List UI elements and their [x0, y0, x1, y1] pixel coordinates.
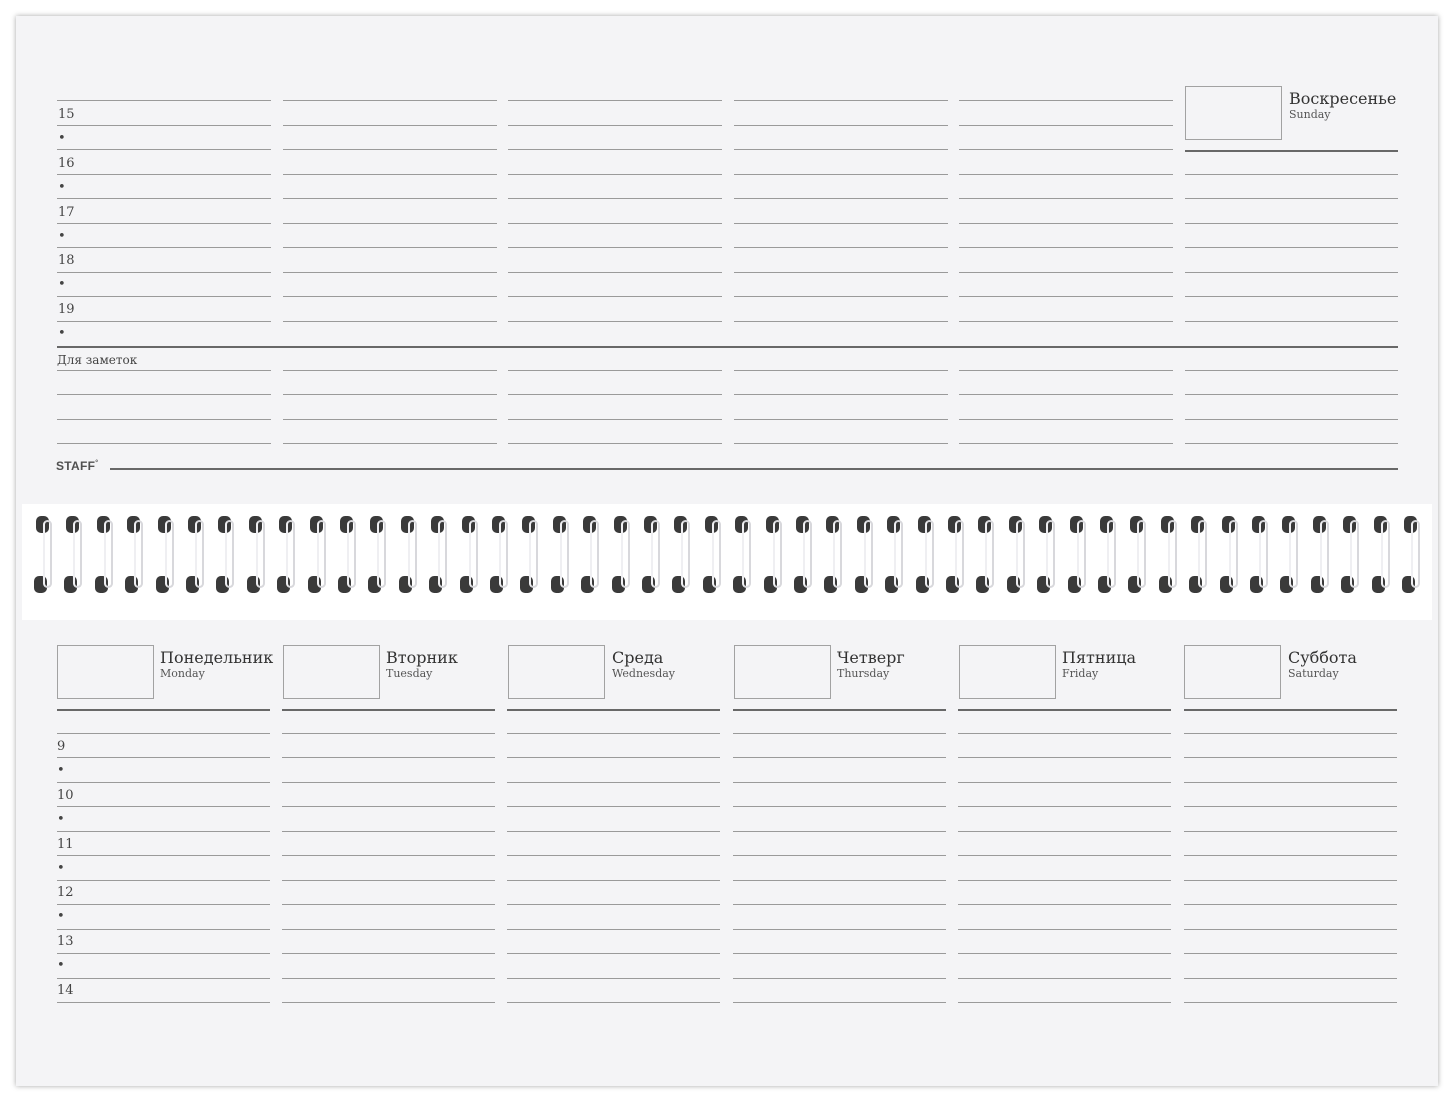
saturday-date-box[interactable] [1184, 645, 1281, 699]
spiral-wire-loop [651, 520, 660, 588]
wednesday-date-box[interactable] [508, 645, 605, 699]
spiral-wire-loop [286, 520, 295, 588]
schedule-line [734, 149, 948, 150]
spiral-wire-loop [955, 520, 964, 588]
schedule-line [958, 880, 1171, 881]
day-header-rule [958, 709, 1171, 711]
spiral-wire-loop [833, 520, 842, 588]
schedule-line [507, 904, 720, 905]
day-name-tuesday: Вторник [386, 648, 458, 667]
schedule-line [282, 757, 495, 758]
day-name-wednesday: Среда [612, 648, 664, 667]
hour-label: 12 [57, 885, 74, 900]
schedule-line [283, 272, 497, 273]
schedule-line [57, 149, 271, 150]
schedule-line [733, 782, 946, 783]
schedule-line [282, 880, 495, 881]
schedule-line [733, 1002, 946, 1003]
spiral-wire-loop [408, 520, 417, 588]
schedule-line [733, 831, 946, 832]
sunday-date-box[interactable] [1185, 86, 1282, 140]
spiral-wire-loop [165, 520, 174, 588]
schedule-line [1184, 880, 1397, 881]
schedule-line [959, 149, 1173, 150]
notes-line [283, 443, 497, 444]
spiral-wire-loop [1229, 520, 1238, 588]
day-header-rule [733, 709, 946, 711]
notes-line [508, 419, 722, 420]
schedule-line [283, 100, 497, 101]
day-name-saturday: Суббота [1288, 648, 1357, 667]
schedule-line [1185, 223, 1398, 224]
schedule-line [282, 929, 495, 930]
half-hour-dot: • [58, 277, 66, 292]
day-sub-monday: Monday [160, 667, 205, 680]
schedule-line [57, 880, 270, 881]
schedule-line [57, 272, 271, 273]
notes-line [508, 370, 722, 371]
schedule-line [507, 929, 720, 930]
schedule-line [958, 757, 1171, 758]
schedule-line [959, 125, 1173, 126]
hour-label: 17 [58, 205, 75, 220]
schedule-line [959, 247, 1173, 248]
schedule-line [57, 174, 271, 175]
spiral-wire-loop [499, 520, 508, 588]
hour-label: 10 [57, 788, 74, 803]
brand-mark: ° [95, 460, 99, 467]
notes-line [1185, 443, 1398, 444]
notes-line [283, 370, 497, 371]
hour-label: 16 [58, 156, 75, 171]
spiral-wire-loop [225, 520, 234, 588]
schedule-line [507, 806, 720, 807]
schedule-line [57, 733, 270, 734]
schedule-line [1184, 855, 1397, 856]
notes-line [959, 394, 1173, 395]
spiral-wire-loop [134, 520, 143, 588]
schedule-line [507, 1002, 720, 1003]
hour-label: 18 [58, 253, 75, 268]
schedule-line [958, 929, 1171, 930]
schedule-line [57, 782, 270, 783]
schedule-line [1184, 1002, 1397, 1003]
spiral-wire-loop [894, 520, 903, 588]
notes-line [734, 419, 948, 420]
schedule-line [283, 149, 497, 150]
schedule-line [958, 978, 1171, 979]
hour-label: 15 [58, 107, 75, 122]
spiral-wire-loop [256, 520, 265, 588]
day-name-friday: Пятница [1062, 648, 1137, 667]
schedule-line [1184, 782, 1397, 783]
day-sub-wednesday: Wednesday [612, 667, 676, 680]
schedule-line [1185, 247, 1398, 248]
schedule-line [57, 223, 271, 224]
schedule-line [507, 831, 720, 832]
spiral-wire-loop [1077, 520, 1086, 588]
schedule-line [507, 953, 720, 954]
schedule-line [282, 831, 495, 832]
spiral-wire-loop [1289, 520, 1298, 588]
schedule-line [734, 321, 948, 322]
spiral-wire-loop [1168, 520, 1177, 588]
schedule-line [283, 321, 497, 322]
hour-label: 13 [57, 934, 74, 949]
schedule-line [1185, 321, 1398, 322]
monday-date-box[interactable] [57, 645, 154, 699]
schedule-line [958, 904, 1171, 905]
spiral-wire-loop [1107, 520, 1116, 588]
day-header-rule [1185, 150, 1398, 152]
spiral-wire-loop [317, 520, 326, 588]
notes-line [1185, 370, 1398, 371]
spiral-wire-loop [590, 520, 599, 588]
schedule-line [734, 125, 948, 126]
notes-line [959, 443, 1173, 444]
schedule-line [282, 1002, 495, 1003]
schedule-line [959, 198, 1173, 199]
day-sub-thursday: Thursday [837, 667, 890, 680]
schedule-line [734, 247, 948, 248]
schedule-line [958, 1002, 1171, 1003]
notes-line [283, 394, 497, 395]
notes-line [1185, 419, 1398, 420]
day-sub-friday: Friday [1062, 667, 1099, 680]
schedule-line [1184, 733, 1397, 734]
schedule-line [282, 904, 495, 905]
schedule-line [283, 223, 497, 224]
schedule-line [508, 100, 722, 101]
schedule-line [57, 953, 270, 954]
schedule-line [283, 198, 497, 199]
schedule-line [57, 100, 271, 101]
schedule-line [57, 198, 271, 199]
schedule-line [57, 296, 271, 297]
spiral-wire-loop [1137, 520, 1146, 588]
day-name-thursday: Четверг [837, 648, 905, 667]
half-hour-dot: • [57, 958, 65, 973]
schedule-line [57, 321, 271, 322]
schedule-line [958, 855, 1171, 856]
notes-line [734, 370, 948, 371]
schedule-line [1185, 272, 1398, 273]
day-header-rule [1184, 709, 1397, 711]
notes-line [57, 419, 271, 420]
half-hour-dot: • [57, 812, 65, 827]
notes-line [508, 394, 722, 395]
notes-line [1185, 394, 1398, 395]
schedule-line [57, 929, 270, 930]
schedule-line [1185, 198, 1398, 199]
schedule-line [507, 757, 720, 758]
schedule-line [733, 904, 946, 905]
spiral-wire-loop [195, 520, 204, 588]
notes-line [508, 443, 722, 444]
schedule-line [283, 174, 497, 175]
schedule-line [283, 125, 497, 126]
spiral-wire-loop [560, 520, 569, 588]
schedule-line [1185, 296, 1398, 297]
spiral-wire-loop [1016, 520, 1025, 588]
spiral-wire-loop [347, 520, 356, 588]
spiral-wire-loop [1198, 520, 1207, 588]
spiral-wire-loop [1381, 520, 1390, 588]
notes-line [959, 370, 1173, 371]
schedule-line [57, 904, 270, 905]
schedule-line [508, 272, 722, 273]
schedule-line [57, 757, 270, 758]
schedule-line [57, 247, 271, 248]
notes-label: Для заметок [57, 353, 138, 367]
schedule-line [508, 149, 722, 150]
friday-date-box[interactable] [959, 645, 1056, 699]
schedule-line [733, 757, 946, 758]
spiral-wire-loop [621, 520, 630, 588]
spiral-wire-loop [1350, 520, 1359, 588]
notes-line [959, 419, 1173, 420]
half-hour-dot: • [57, 861, 65, 876]
schedule-line [57, 125, 271, 126]
schedule-line [508, 321, 722, 322]
schedule-line [958, 953, 1171, 954]
day-header-rule [57, 709, 270, 711]
brand-name: STAFF [56, 459, 96, 473]
spiral-wire-loop [1411, 520, 1420, 588]
notes-line [57, 370, 271, 371]
schedule-line [959, 100, 1173, 101]
half-hour-dot: • [58, 326, 66, 341]
day-name-sunday: Воскресенье [1289, 89, 1397, 108]
spiral-binding [22, 504, 1432, 620]
schedule-line [57, 831, 270, 832]
spiral-wire-loop [1046, 520, 1055, 588]
spiral-wire-loop [925, 520, 934, 588]
spiral-wire-loop [681, 520, 690, 588]
day-sub-saturday: Saturday [1288, 667, 1339, 680]
spiral-wire-loop [742, 520, 751, 588]
brand-logo [56, 459, 98, 473]
schedule-line [508, 247, 722, 248]
notes-separator [57, 346, 1398, 348]
half-hour-dot: • [58, 180, 66, 195]
schedule-line [282, 855, 495, 856]
schedule-line [733, 806, 946, 807]
schedule-line [959, 321, 1173, 322]
spiral-wire-loop [803, 520, 812, 588]
schedule-line [959, 223, 1173, 224]
spiral-wire-loop [377, 520, 386, 588]
notes-line [734, 394, 948, 395]
schedule-line [507, 733, 720, 734]
spiral-wire-loop [104, 520, 113, 588]
schedule-line [958, 806, 1171, 807]
hour-label: 19 [58, 302, 75, 317]
day-name-monday: Понедельник [160, 648, 274, 667]
schedule-line [1184, 929, 1397, 930]
hour-label: 11 [57, 837, 74, 852]
schedule-line [734, 272, 948, 273]
schedule-line [1184, 904, 1397, 905]
schedule-line [1184, 953, 1397, 954]
schedule-line [733, 953, 946, 954]
spiral-wire-loop [529, 520, 538, 588]
day-header-rule [282, 709, 495, 711]
notes-line [57, 443, 271, 444]
schedule-line [733, 855, 946, 856]
schedule-line [733, 978, 946, 979]
half-hour-dot: • [57, 763, 65, 778]
schedule-line [507, 978, 720, 979]
hour-label: 9 [57, 739, 66, 754]
schedule-line [282, 733, 495, 734]
schedule-line [733, 929, 946, 930]
schedule-line [1184, 978, 1397, 979]
notes-line [57, 394, 271, 395]
schedule-line [507, 782, 720, 783]
schedule-line [734, 174, 948, 175]
schedule-line [733, 880, 946, 881]
day-sub-sunday: Sunday [1289, 108, 1331, 121]
schedule-line [282, 978, 495, 979]
schedule-line [508, 223, 722, 224]
spiral-wire-loop [1259, 520, 1268, 588]
spiral-wire-loop [985, 520, 994, 588]
schedule-line [57, 806, 270, 807]
spiral-wire-loop [438, 520, 447, 588]
half-hour-dot: • [58, 131, 66, 146]
spiral-wire-loop [773, 520, 782, 588]
schedule-line [734, 100, 948, 101]
schedule-line [508, 296, 722, 297]
schedule-line [958, 782, 1171, 783]
footer-rule [110, 468, 1398, 470]
tuesday-date-box[interactable] [283, 645, 380, 699]
notes-line [734, 443, 948, 444]
schedule-line [1184, 831, 1397, 832]
spiral-wire-loop [864, 520, 873, 588]
schedule-line [282, 782, 495, 783]
half-hour-dot: • [58, 229, 66, 244]
schedule-line [282, 806, 495, 807]
hour-label: 14 [57, 983, 74, 998]
schedule-line [734, 223, 948, 224]
schedule-line [283, 296, 497, 297]
spiral-wire-loop [1320, 520, 1329, 588]
schedule-line [57, 978, 270, 979]
schedule-line [508, 125, 722, 126]
schedule-line [959, 296, 1173, 297]
schedule-line [57, 855, 270, 856]
schedule-line [958, 733, 1171, 734]
schedule-line [958, 831, 1171, 832]
schedule-line [507, 855, 720, 856]
schedule-line [283, 247, 497, 248]
schedule-line [282, 953, 495, 954]
spiral-wire-loop [43, 520, 52, 588]
spiral-wire-loop [73, 520, 82, 588]
notes-line [283, 419, 497, 420]
schedule-line [507, 880, 720, 881]
schedule-line [959, 174, 1173, 175]
schedule-line [508, 198, 722, 199]
day-sub-tuesday: Tuesday [386, 667, 433, 680]
schedule-line [1184, 757, 1397, 758]
spiral-wire-loop [469, 520, 478, 588]
schedule-line [57, 1002, 270, 1003]
schedule-line [508, 174, 722, 175]
schedule-line [1184, 806, 1397, 807]
spiral-wire-loop [712, 520, 721, 588]
schedule-line [734, 296, 948, 297]
schedule-line [959, 272, 1173, 273]
schedule-line [1185, 174, 1398, 175]
schedule-line [733, 733, 946, 734]
half-hour-dot: • [57, 909, 65, 924]
thursday-date-box[interactable] [734, 645, 831, 699]
schedule-line [734, 198, 948, 199]
day-header-rule [507, 709, 720, 711]
